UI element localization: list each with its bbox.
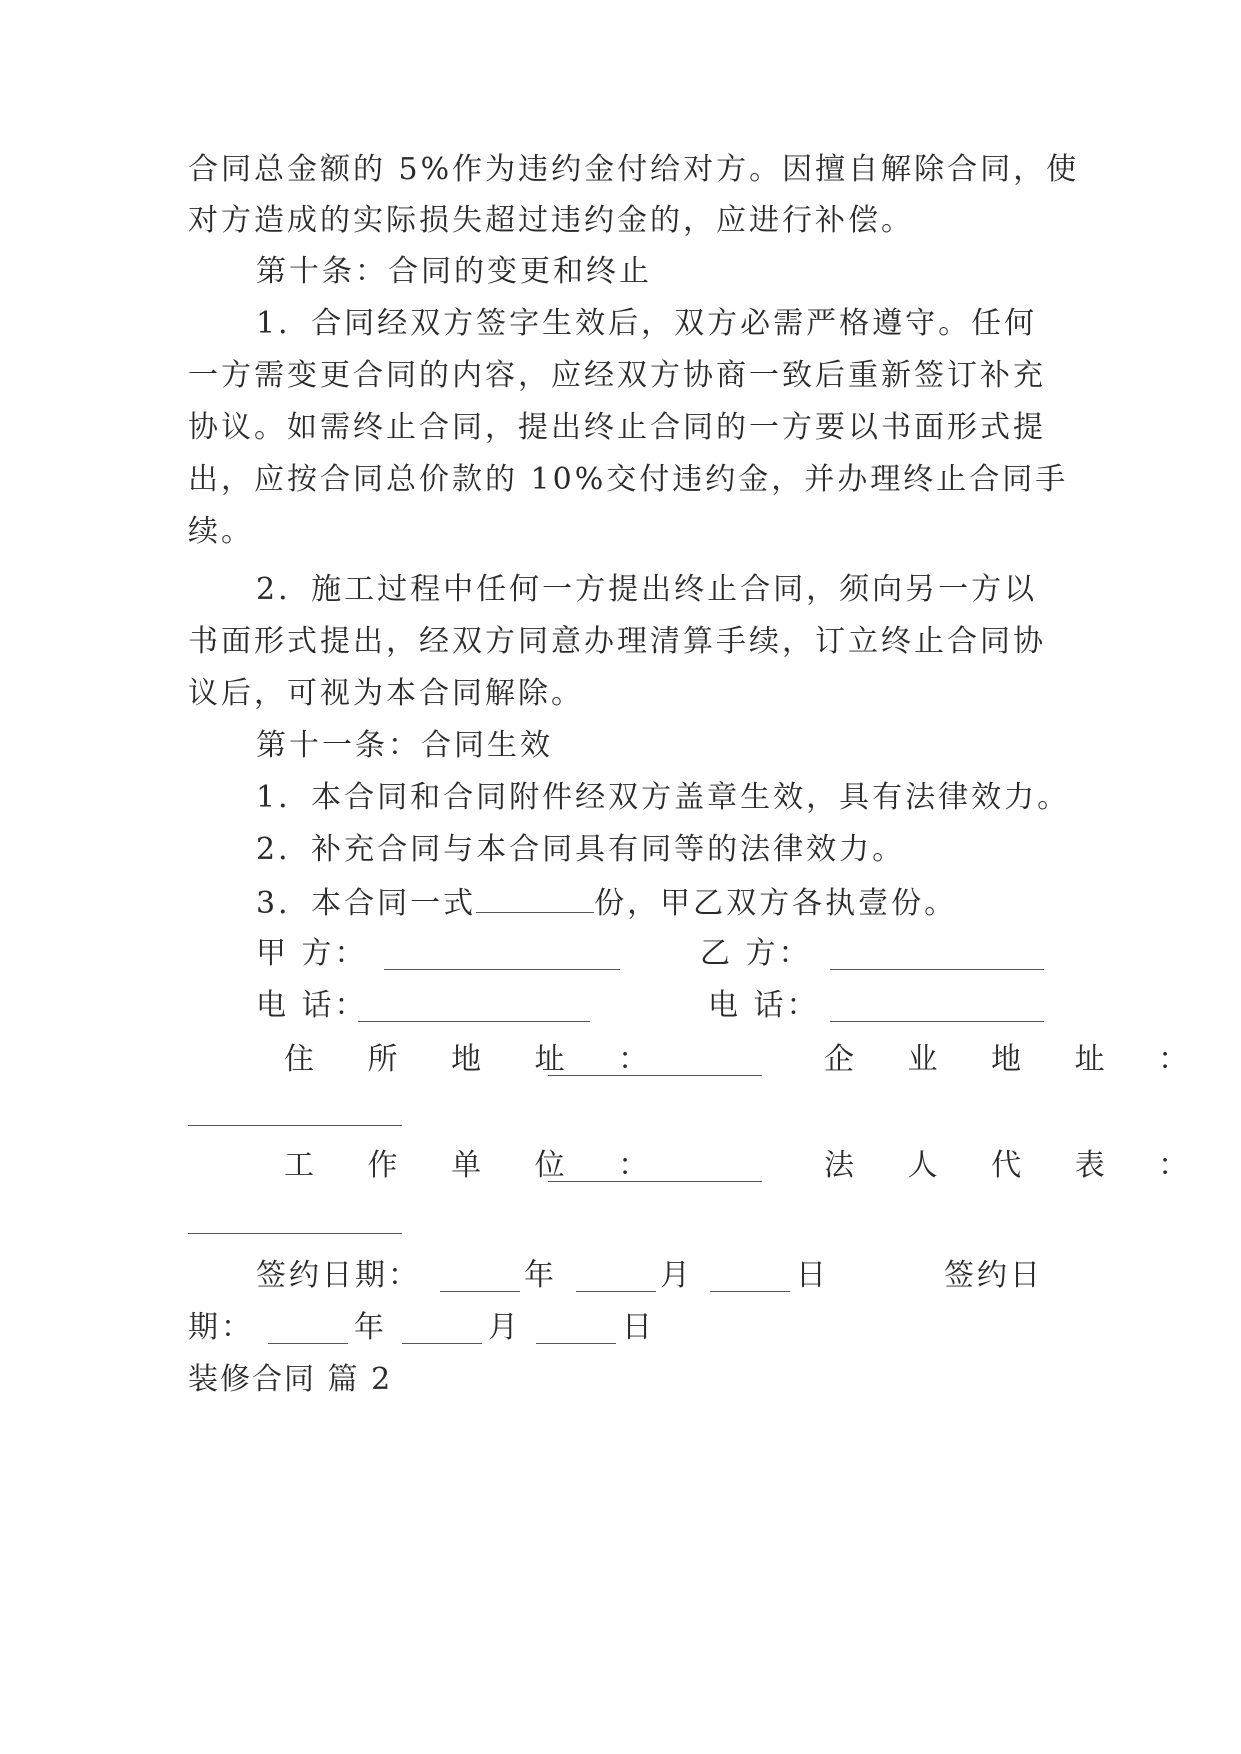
paragraph-line: 议后，可视为本合同解除。 [188,676,584,711]
year-blank-b [268,1342,348,1344]
year-label-b: 年 [354,1310,387,1345]
month-blank-b [402,1342,482,1344]
day-blank-b [536,1342,616,1344]
party-a-label: 甲 方： [256,936,368,971]
phone-b-blank [830,1020,1044,1022]
sign-date-label-a: 签约日期： [256,1258,421,1293]
month-label-a: 月 [660,1258,693,1293]
address-row [0,1040,1241,1080]
workplace-blank [548,1180,762,1182]
month-label-b: 月 [488,1310,521,1345]
sign-date-row-b [0,1308,1241,1348]
year-blank-a [440,1290,520,1292]
day-label-b: 日 [622,1310,655,1345]
month-blank-a [576,1290,656,1292]
copies-blank [476,882,594,913]
legal-rep-blank [188,1232,402,1234]
paragraph-line: 1．本合同和合同附件经双方盖章生效，具有法律效力。 [256,780,1071,815]
party-row [0,934,1241,974]
phone-row [0,986,1241,1026]
paragraph-line: 一方需变更合同的内容，应经双方协商一致后重新签订补充 [188,358,1046,393]
company-address-label: 企 业 地 址 ： [824,1042,1211,1077]
workplace-label: 工 作 单 位 ： [284,1148,671,1183]
party-a-blank [384,968,620,970]
phone-a-blank [358,1020,590,1022]
paragraph-line: 1．合同经双方签字生效后，双方必需严格遵守。任何 [256,306,1038,341]
company-address-blank [188,1124,402,1126]
workplace-row [0,1146,1241,1186]
phone-a-label: 电 话： [256,988,368,1023]
day-blank-a [710,1290,790,1292]
phone-b-label: 电 话： [708,988,820,1023]
party-b-blank [830,968,1044,970]
paragraph-line: 协议。如需终止合同，提出终止合同的一方要以书面形式提 [188,410,1046,445]
address-blank [548,1074,762,1076]
legal-rep-label: 法 人 代 表 ： [824,1148,1211,1183]
paragraph-line [256,882,957,924]
article-10-title: 第十条：合同的变更和终止 [256,254,652,289]
copies-suffix: 份，甲乙双方各执壹份。 [594,886,958,921]
sign-date-row [0,1256,1241,1296]
paragraph-line: 对方造成的实际损失超过违约金的，应进行补偿。 [188,203,914,238]
article-11-title: 第十一条：合同生效 [256,728,553,763]
paragraph-line: 2．施工过程中任何一方提出终止合同，须向另一方以 [256,572,1038,607]
day-label-a: 日 [796,1258,829,1293]
party-b-label: 乙 方： [700,936,812,971]
paragraph-line: 书面形式提出，经双方同意办理清算手续，订立终止合同协 [188,624,1046,659]
paragraph-line: 续。 [188,514,254,549]
sign-date-label-b-part1: 签约日 [944,1258,1043,1293]
paragraph-line: 2．补充合同与本合同具有同等的法律效力。 [256,832,906,867]
next-section-title: 装修合同 篇 2 [188,1362,393,1397]
paragraph-line: 合同总金额的 5%作为违约金付给对方。因擅自解除合同，使 [188,152,1080,187]
address-label: 住 所 地 址 ： [284,1042,671,1077]
year-label-a: 年 [524,1258,557,1293]
copies-prefix: 3．本合同一式 [256,886,477,921]
sign-date-label-b-part2: 期： [188,1310,254,1345]
paragraph-line: 出，应按合同总价款的 10%交付违约金，并办理终止合同手 [188,462,1069,497]
